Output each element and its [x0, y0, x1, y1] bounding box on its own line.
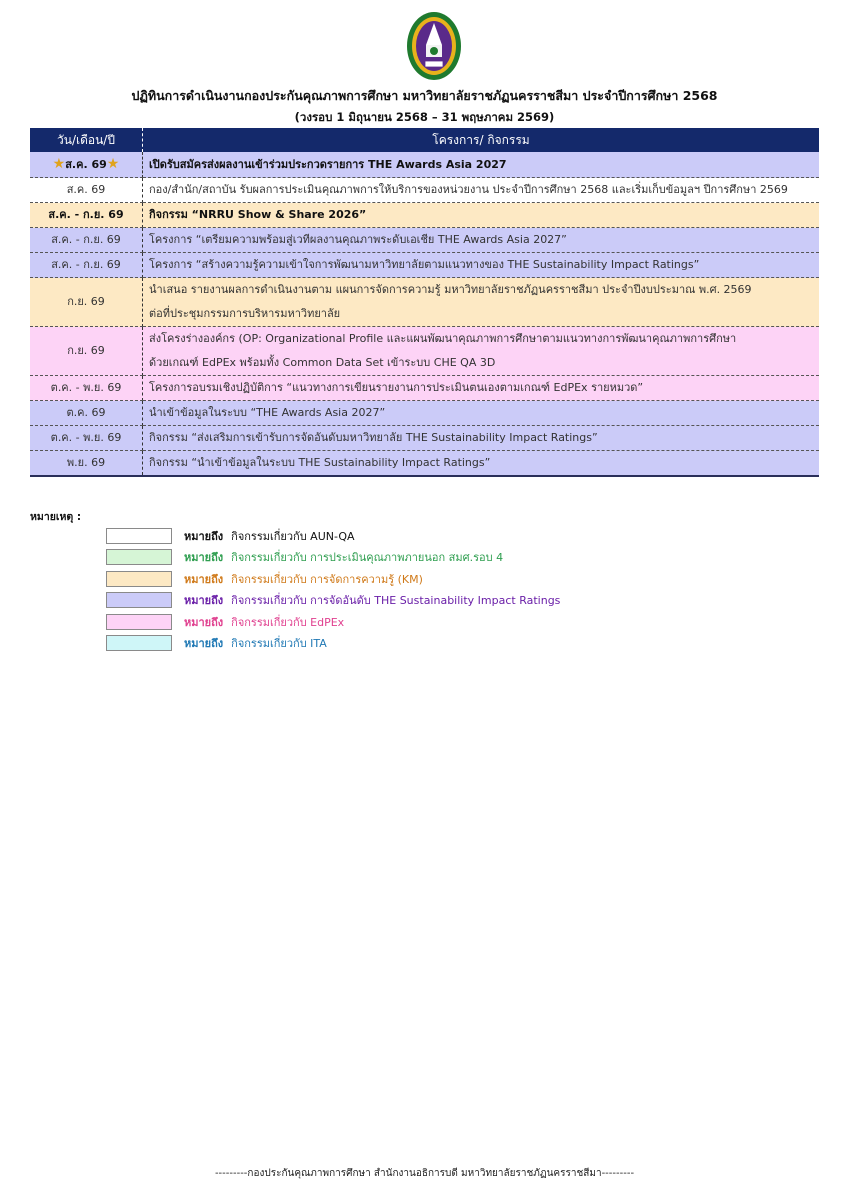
row-date: ก.ย. 69 [30, 327, 143, 376]
legend-item [106, 633, 560, 655]
row-activity [143, 426, 820, 451]
legend-text [184, 613, 344, 631]
schedule-table [30, 128, 819, 477]
row-date: ก.ย. 69 [30, 278, 143, 327]
legend-key: หมายถึง [184, 529, 224, 543]
column-header-date: วัน/เดือน/ปี [30, 128, 143, 152]
table-row [30, 203, 819, 228]
legend-text [184, 634, 327, 652]
row-activity-line: โครงการ “สร้างความรู้ความเข้าใจการพัฒนามหาวิทยาลัยตามแนวทางของ THE Sustainability Impact Ratings” [149, 258, 700, 271]
row-activity [143, 203, 820, 228]
star-icon: ★ [52, 156, 66, 172]
legend-key: หมายถึง [184, 551, 224, 565]
row-activity [143, 152, 820, 178]
row-activity-line: นำเข้าข้อมูลในระบบ “THE Awards Asia 2027” [149, 406, 386, 419]
row-activity-line: กอง/สำนัก/สถาบัน รับผลการประเมินคุณภาพการให้บริการของหน่วยงาน ประจำปีการศึกษา 2568 และเริ่มเก็บข้อมูลฯ ปีการศึกษา 2569 [149, 183, 788, 196]
row-date: ต.ค. - พ.ย. 69 [30, 376, 143, 401]
row-date: ต.ค. - พ.ย. 69 [30, 426, 143, 451]
legend-key: หมายถึง [184, 615, 224, 629]
legend-item [106, 547, 560, 569]
legend-description: กิจกรรมเกี่ยวกับ EdPEx [231, 615, 345, 629]
table-row [30, 152, 819, 178]
row-activity-line: โครงการอบรมเชิงปฏิบัติการ “แนวทางการเขียนรายงานการประเมินตนเองตามเกณฑ์ EdPEx รายหมวด” [149, 381, 644, 394]
row-activity [143, 178, 820, 203]
legend-key: หมายถึง [184, 594, 224, 608]
table-row [30, 451, 819, 477]
legend-item [106, 590, 560, 612]
row-activity-line: ส่งโครงร่างองค์กร (OP: Organizational Profile และแผนพัฒนาคุณภาพการศึกษาตามแนวทางการพัฒนาคุณภาพการศึกษา [149, 332, 737, 345]
row-date [30, 152, 143, 178]
legend-key: หมายถึง [184, 637, 224, 651]
legend-text [184, 591, 560, 609]
row-activity [143, 401, 820, 426]
row-activity [143, 278, 820, 327]
legend-description: กิจกรรมเกี่ยวกับ การจัดการความรู้ (KM) [231, 572, 423, 586]
row-activity [143, 228, 820, 253]
page-subtitle: (วงรอบ 1 มิถุนายน 2568 – 31 พฤษภาคม 2569) [294, 110, 555, 124]
legend-swatch [106, 528, 172, 544]
legend [106, 525, 560, 654]
legend-item [106, 525, 560, 547]
table-row [30, 327, 819, 376]
row-activity-line: กิจกรรม “นำเข้าข้อมูลในระบบ THE Sustainability Impact Ratings” [149, 456, 491, 469]
table-row [30, 178, 819, 203]
legend-text [184, 548, 503, 566]
table-row [30, 376, 819, 401]
row-activity-line: กิจกรรม “NRRU Show & Share 2026” [149, 208, 367, 221]
row-activity-line: โครงการ “เตรียมความพร้อมสู่เวทีผลงานคุณภาพระดับเอเชีย THE Awards Asia 2027” [149, 233, 567, 246]
legend-description: กิจกรรมเกี่ยวกับ AUN-QA [231, 529, 355, 543]
table-row [30, 426, 819, 451]
page-title: ปฏิทินการดำเนินงานกองประกันคุณภาพการศึกษา มหาวิทยาลัยราชภัฏนครราชสีมา ประจำปีการศึกษา 2568 [131, 88, 718, 103]
schedule-body [30, 152, 819, 476]
column-header-activity: โครงการ/ กิจกรรม [143, 128, 820, 152]
star-icon: ★ [106, 156, 120, 172]
row-activity-line: ด้วยเกณฑ์ EdPEx พร้อมทั้ง Common Data Set เข้าระบบ CHE QA 3D [149, 356, 496, 369]
legend-swatch [106, 549, 172, 565]
row-date: ต.ค. 69 [30, 401, 143, 426]
legend-description: กิจกรรมเกี่ยวกับ การจัดอันดับ THE Sustainability Impact Ratings [231, 594, 561, 608]
table-row [30, 253, 819, 278]
legend-swatch [106, 592, 172, 608]
legend-swatch [106, 635, 172, 651]
legend-key: หมายถึง [184, 572, 224, 586]
university-logo [406, 11, 462, 81]
legend-text [184, 527, 355, 545]
row-activity-line: ต่อที่ประชุมกรรมการบริหารมหาวิทยาลัย [149, 307, 341, 320]
row-date-text: ส.ค. 69 [65, 158, 107, 171]
legend-swatch [106, 571, 172, 587]
row-date: ส.ค. 69 [30, 178, 143, 203]
row-activity [143, 376, 820, 401]
table-row [30, 278, 819, 327]
row-date: ส.ค. - ก.ย. 69 [30, 253, 143, 278]
table-header-row [30, 128, 819, 152]
row-date: ส.ค. - ก.ย. 69 [30, 203, 143, 228]
legend-swatch [106, 614, 172, 630]
row-activity [143, 451, 820, 477]
legend-description: กิจกรรมเกี่ยวกับ ITA [231, 637, 327, 651]
row-activity-line: เปิดรับสมัครส่งผลงานเข้าร่วมประกวดรายการ THE Awards Asia 2027 [149, 157, 507, 171]
table-row [30, 228, 819, 253]
page-footer: ---------กองประกันคุณภาพการศึกษา สำนักงานอธิการบดี มหาวิทยาลัยราชภัฏนครราชสีมา--------- [214, 1168, 635, 1179]
row-activity [143, 327, 820, 376]
row-activity-line: กิจกรรม “ส่งเสริมการเข้ารับการจัดอันดับมหาวิทยาลัย THE Sustainability Impact Ratings” [149, 431, 598, 444]
legend-label: หมายเหตุ : [30, 511, 82, 523]
row-activity-line: นำเสนอ รายงานผลการดำเนินงานตาม แผนการจัดการความรู้ มหาวิทยาลัยราชภัฏนครราชสีมา ประจำปีงบประมาณ พ.ศ. 2569 [149, 283, 752, 296]
table-row [30, 401, 819, 426]
row-date: พ.ย. 69 [30, 451, 143, 477]
legend-item [106, 568, 560, 590]
legend-text [184, 570, 423, 588]
legend-item [106, 611, 560, 633]
legend-description: กิจกรรมเกี่ยวกับ การประเมินคุณภาพภายนอก สมศ.รอบ 4 [231, 551, 504, 565]
row-activity [143, 253, 820, 278]
row-date: ส.ค. - ก.ย. 69 [30, 228, 143, 253]
